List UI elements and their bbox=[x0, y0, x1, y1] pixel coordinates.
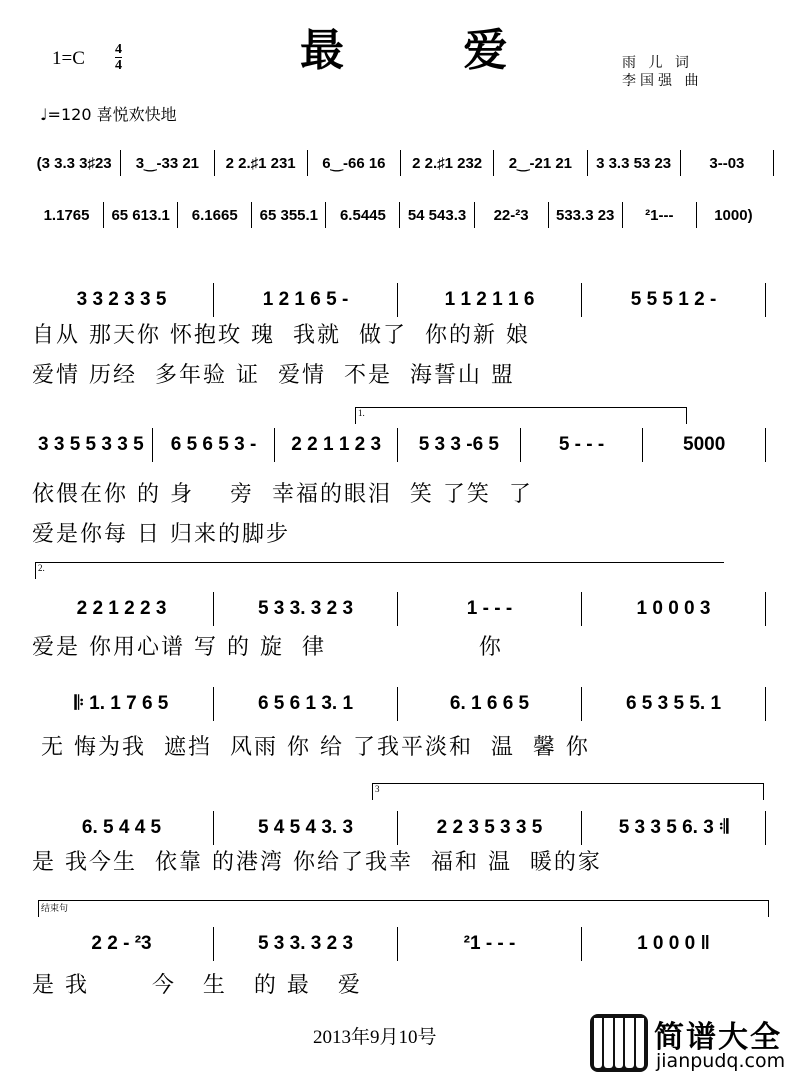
lyric-line: 是 我今生 依靠 的港湾 你给了我幸 福和 温 暖的家 bbox=[32, 850, 602, 875]
measure: 2 2 1 1 2 3 bbox=[274, 428, 397, 462]
time-signature bbox=[115, 42, 122, 73]
measure: 6. 5 4 4 5 bbox=[81, 817, 162, 838]
measure: 3‿-33 21 bbox=[120, 150, 213, 176]
measure: 2 2 - ²3 bbox=[91, 933, 152, 954]
site-logo bbox=[590, 1012, 800, 1076]
measure: 6 5 3 5 5. 1 bbox=[581, 687, 765, 721]
measure: 2 2.♯1 231 bbox=[214, 150, 307, 176]
measure: 3 3.3 53 23 bbox=[587, 150, 680, 176]
lyric-line: 爱是你每 日 归来的脚步 bbox=[32, 522, 290, 547]
measure: 1 0 0 0 3 bbox=[581, 592, 765, 626]
measure: 54 543.3 bbox=[399, 202, 473, 228]
measure: 6 5 6 1 3. 1 bbox=[213, 687, 397, 721]
logo-text: 简谱大全 bbox=[654, 1020, 782, 1055]
measure: 3 3 2 3 3 5 bbox=[76, 289, 167, 310]
measure: 6.1665 bbox=[177, 202, 251, 228]
lyric-line: 爱情 历经 多年验 证 爱情 不是 海誓山 盟 bbox=[32, 363, 515, 388]
measure: 1 0 0 0 ‖ bbox=[581, 927, 765, 961]
measure: 533.3 23 bbox=[548, 202, 622, 228]
time-bottom: 4 bbox=[115, 58, 122, 73]
score-line bbox=[30, 202, 770, 228]
measure: 6 5 6 5 3 - bbox=[152, 428, 275, 462]
measure: 65 613.1 bbox=[103, 202, 177, 228]
measure: 65 355.1 bbox=[251, 202, 325, 228]
measure: 3 3 5 5 3 3 5 bbox=[38, 434, 144, 455]
measure: 22-²3 bbox=[474, 202, 548, 228]
measure: 6. 1 6 6 5 bbox=[397, 687, 581, 721]
measure: 𝄆 1. 1 7 6 5 bbox=[74, 693, 169, 714]
lyric-line: 依偎在你 的 身 旁 幸福的眼泪 笑 了笑 了 bbox=[32, 482, 533, 507]
song-title: 最 爱 bbox=[300, 25, 560, 76]
score-line bbox=[30, 811, 766, 845]
measure: 5 5 5 1 2 - bbox=[581, 283, 765, 317]
key-signature: 1=C bbox=[52, 48, 85, 69]
measure: 5000 bbox=[642, 428, 765, 462]
score-line bbox=[30, 687, 766, 721]
measure: 1 - - - bbox=[397, 592, 581, 626]
date: 2013年9月10号 bbox=[313, 1027, 437, 1048]
measure: 3--03 bbox=[680, 150, 773, 176]
measure: 2 2 3 5 3 3 5 bbox=[397, 811, 581, 845]
measure: 1000) bbox=[696, 202, 770, 228]
measure: 5 - - - bbox=[520, 428, 643, 462]
measure: (3 3.3 3♯23 bbox=[36, 154, 112, 172]
lyricist: 雨 儿 词 bbox=[622, 55, 693, 71]
measure: 5 3 3 5 6. 3 𝄇 bbox=[581, 811, 765, 845]
measure: 5 4 5 4 3. 3 bbox=[213, 811, 397, 845]
measure: 1 2 1 6 5 - bbox=[213, 283, 397, 317]
measure: 2 2 1 2 2 3 bbox=[76, 598, 167, 619]
score-line bbox=[30, 927, 765, 961]
measure: 2 2.♯1 232 bbox=[400, 150, 493, 176]
measure: 5 3 3. 3 2 3 bbox=[213, 592, 397, 626]
score-line bbox=[30, 428, 766, 462]
measure: 5 3 3. 3 2 3 bbox=[213, 927, 397, 961]
composer: 李国强 曲 bbox=[622, 73, 703, 89]
volta-bracket: 2. bbox=[35, 562, 724, 579]
score-line bbox=[28, 150, 774, 176]
measure: ²1 - - - bbox=[397, 927, 581, 961]
measure: 1.1765 bbox=[43, 206, 90, 224]
lyric-line: 爱是 你用心谱 写 的 旋 律 你 bbox=[32, 635, 503, 660]
tempo-marking: ♩=120 喜悦欢快地 bbox=[40, 105, 177, 124]
measure: 6‿-66 16 bbox=[307, 150, 400, 176]
volta-bracket: 3 bbox=[372, 783, 764, 800]
lyric-line: 自从 那天你 怀抱玫 瑰 我就 做了 你的新 娘 bbox=[32, 323, 530, 348]
lyric-line: 是 我 今 生 的 最 爱 bbox=[32, 973, 362, 998]
lyric-line: 无 悔为我 遮挡 风雨 你 给 了我平淡和 温 馨 你 bbox=[32, 735, 590, 760]
measure: 2‿-21 21 bbox=[493, 150, 586, 176]
logo-url: jianpudq.com bbox=[656, 1050, 786, 1072]
measure: ²1--- bbox=[622, 202, 696, 228]
volta-bracket: 1. bbox=[355, 407, 687, 424]
measure: 6.5445 bbox=[325, 202, 399, 228]
piano-keys-icon bbox=[590, 1014, 648, 1072]
score-line bbox=[30, 283, 766, 317]
volta-bracket: 结束句 bbox=[38, 900, 769, 917]
score-line bbox=[30, 592, 766, 626]
measure: 5 3 3 -6 5 bbox=[397, 428, 520, 462]
time-top: 4 bbox=[115, 42, 122, 57]
measure: 1 1 2 1 1 6 bbox=[397, 283, 581, 317]
